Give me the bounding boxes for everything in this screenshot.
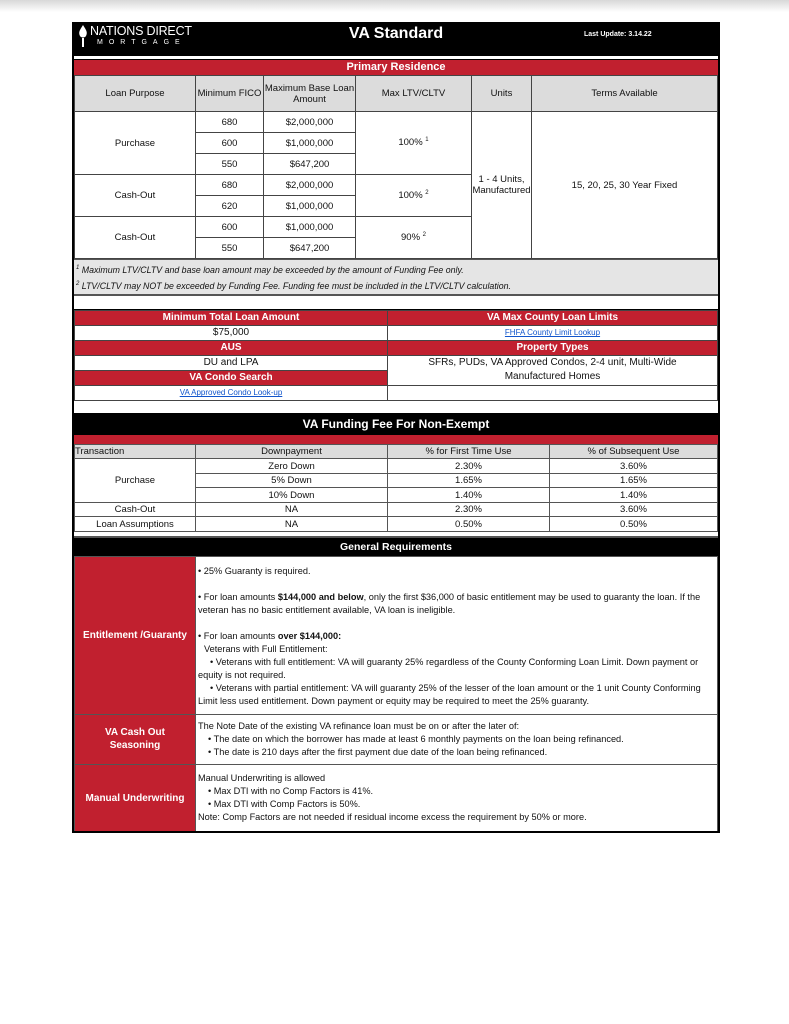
amount-cell: $1,000,000 [264,196,356,217]
rate-sheet-page [72,22,720,833]
fico-cell: 550 [196,238,264,259]
manual-underwriting-label: Manual Underwriting [75,764,196,832]
seasoning-intro: The Note Date of the existing VA refinance loan must be on or after the later of: [198,720,520,731]
first-use-cell: 0.50% [388,517,550,532]
column-header: Minimum FICO [196,76,264,112]
funding-fee-heading: VA Funding Fee For Non-Exempt [74,413,718,435]
entitlement-full: • Veterans with full entitlement: VA will guaranty 25% regardless of the County Conforming Loan Limit. Down payment or equity is not required. [198,656,699,680]
downpayment-cell: 10% Down [196,488,388,503]
seasoning-label: VA Cash Out Seasoning [75,714,196,764]
fhfa-county-limit-link[interactable]: FHFA County Limit Lookup [504,328,601,338]
footnotes [74,259,718,296]
entitlement-p1: • 25% Guaranty is required. [198,565,311,576]
manual-bullet: • Max DTI with Comp Factors is 50%. [208,798,361,809]
first-use-cell: 1.40% [388,488,550,503]
entitlement-label: Entitlement /Guaranty [75,556,196,714]
spacer [74,401,718,413]
general-requirements-table [74,556,718,834]
footnote-mark: 2 [425,189,429,196]
primary-residence-heading: Primary Residence [74,60,718,75]
manual-bullet: • Max DTI with no Comp Factors is 41%. [208,785,374,796]
amount-cell: $647,200 [264,238,356,259]
downpayment-cell: NA [196,502,388,517]
downpayment-cell: 5% Down [196,473,388,488]
first-use-cell: 1.65% [388,473,550,488]
subsequent-use-cell: 1.40% [550,488,718,503]
fico-cell: 680 [196,175,264,196]
funding-fee-table [74,444,718,532]
empty-cell [388,385,718,400]
last-update: Last Update: 3.14.22 [584,31,652,38]
amount-cell: $1,000,000 [264,217,356,238]
min-loan-value: $75,000 [75,325,388,340]
transaction-cell: Loan Assumptions [75,517,196,532]
fico-cell: 620 [196,196,264,217]
subsequent-use-cell: 3.60% [550,459,718,474]
footnote [76,277,716,293]
seasoning-content [196,714,718,764]
ltv-cell [356,175,472,217]
logo-name: NATIONS DIRECT [90,24,192,38]
first-use-cell: 2.30% [388,459,550,474]
column-header: Loan Purpose [75,76,196,112]
page-header [74,22,718,56]
footnote [76,261,716,277]
loan-info-grid [74,310,718,401]
subsequent-use-cell: 3.60% [550,502,718,517]
amount-cell: $2,000,000 [264,112,356,133]
county-limit-cell [388,325,718,340]
aus-value: DU and LPA [75,355,388,370]
amount-cell: $2,000,000 [264,175,356,196]
manual-underwriting-content [196,764,718,832]
loan-purpose-cell: Purchase [75,112,196,175]
transaction-cell: Cash-Out [75,502,196,517]
units-cell: 1 - 4 Units, Manufactured [472,112,532,259]
condo-link-cell [75,385,388,400]
ltv-value: 100% [398,190,423,202]
column-header: Units [472,76,532,112]
table-row [75,502,718,517]
ltv-cell [356,217,472,259]
logo-subname: MORTGAGE [97,39,186,46]
entitlement-p3: • For loan amounts over $144,000: [198,630,342,641]
amount-cell: $1,000,000 [264,133,356,154]
column-header: % of Subsequent Use [550,444,718,459]
fico-cell: 600 [196,217,264,238]
fico-cell: 550 [196,154,264,175]
seasoning-bullet: • The date on which the borrower has made at least 6 monthly payments on the loan being refinanced. [208,733,624,744]
aus-heading: AUS [75,340,388,355]
column-header: Terms Available [532,76,718,112]
ltv-value: 100% [398,137,423,149]
table-row [75,459,718,474]
property-types-value: SFRs, PUDs, VA Approved Condos, 2-4 unit, Multi-Wide Manufactured Homes [388,355,718,385]
ltv-value: 90% [401,232,421,244]
fico-cell: 600 [196,133,264,154]
primary-residence-table [74,75,718,259]
entitlement-partial: • Veterans with partial entitlement: VA will guaranty 25% of the lesser of the loan amount or the 1 unit County Conforming Limit less used entitlement. Down payment or equity may be required to meet the 25% guaranty. [198,682,701,706]
page-title: VA Standard [348,25,444,42]
manual-intro: Manual Underwriting is allowed [198,772,326,783]
footnote-mark: 1 [425,137,429,144]
footnote-mark: 2 [422,231,426,238]
footnote-text: LTV/CLTV may NOT be exceeded by Funding Fee. Funding fee must be included in the LTV/CLTV calculation. [81,280,511,291]
terms-cell: 15, 20, 25, 30 Year Fixed [532,112,718,259]
ltv-cell [356,112,472,175]
min-loan-heading: Minimum Total Loan Amount [75,310,388,325]
footnote-text: Maximum LTV/CLTV and base loan amount may be exceeded by the amount of Funding Fee only. [81,264,464,275]
table-row [75,517,718,532]
viewer-top-shadow [0,0,789,12]
general-requirements-heading: General Requirements [74,538,718,556]
subsequent-use-cell: 1.65% [550,473,718,488]
loan-purpose-cell: Cash-Out [75,217,196,259]
fico-cell: 680 [196,112,264,133]
va-condo-lookup-link[interactable]: VA Approved Condo Look-up [179,388,283,398]
requirement-row [75,764,718,832]
footnote-mark: 2 [76,280,80,287]
loan-purpose-cell: Cash-Out [75,175,196,217]
county-limits-heading: VA Max County Loan Limits [388,310,718,325]
table-row [75,112,718,133]
downpayment-cell: NA [196,517,388,532]
entitlement-sub: Veterans with Full Entitlement: [204,643,328,654]
table-header-row [75,444,718,459]
requirement-row [75,556,718,714]
property-types-heading: Property Types [388,340,718,355]
column-header: % for First Time Use [388,444,550,459]
downpayment-cell: Zero Down [196,459,388,474]
column-header: Maximum Base Loan Amount [264,76,356,112]
amount-cell: $647,200 [264,154,356,175]
seasoning-bullet: • The date is 210 days after the first payment due date of the loan being refinanced. [208,746,548,757]
entitlement-p2: • For loan amounts $144,000 and below, only the first $36,000 of basic entitlement may be used to guaranty the loan. If the veteran has no basic entitlement available, VA loan is ineligible. [198,591,701,615]
column-header: Transaction [75,444,196,459]
entitlement-content [196,556,718,714]
subsequent-use-cell: 0.50% [550,517,718,532]
footnote-mark: 1 [76,265,80,271]
column-header: Max LTV/CLTV [356,76,472,112]
column-header: Downpayment [196,444,388,459]
requirement-row [75,714,718,764]
table-header-row [75,76,718,112]
first-use-cell: 2.30% [388,502,550,517]
spacer [74,296,718,310]
transaction-cell: Purchase [75,459,196,503]
condo-search-heading: VA Condo Search [75,370,388,385]
manual-note: Note: Comp Factors are not needed if residual income excess the requirement by 50% or more. [198,811,587,822]
red-divider [74,435,718,444]
